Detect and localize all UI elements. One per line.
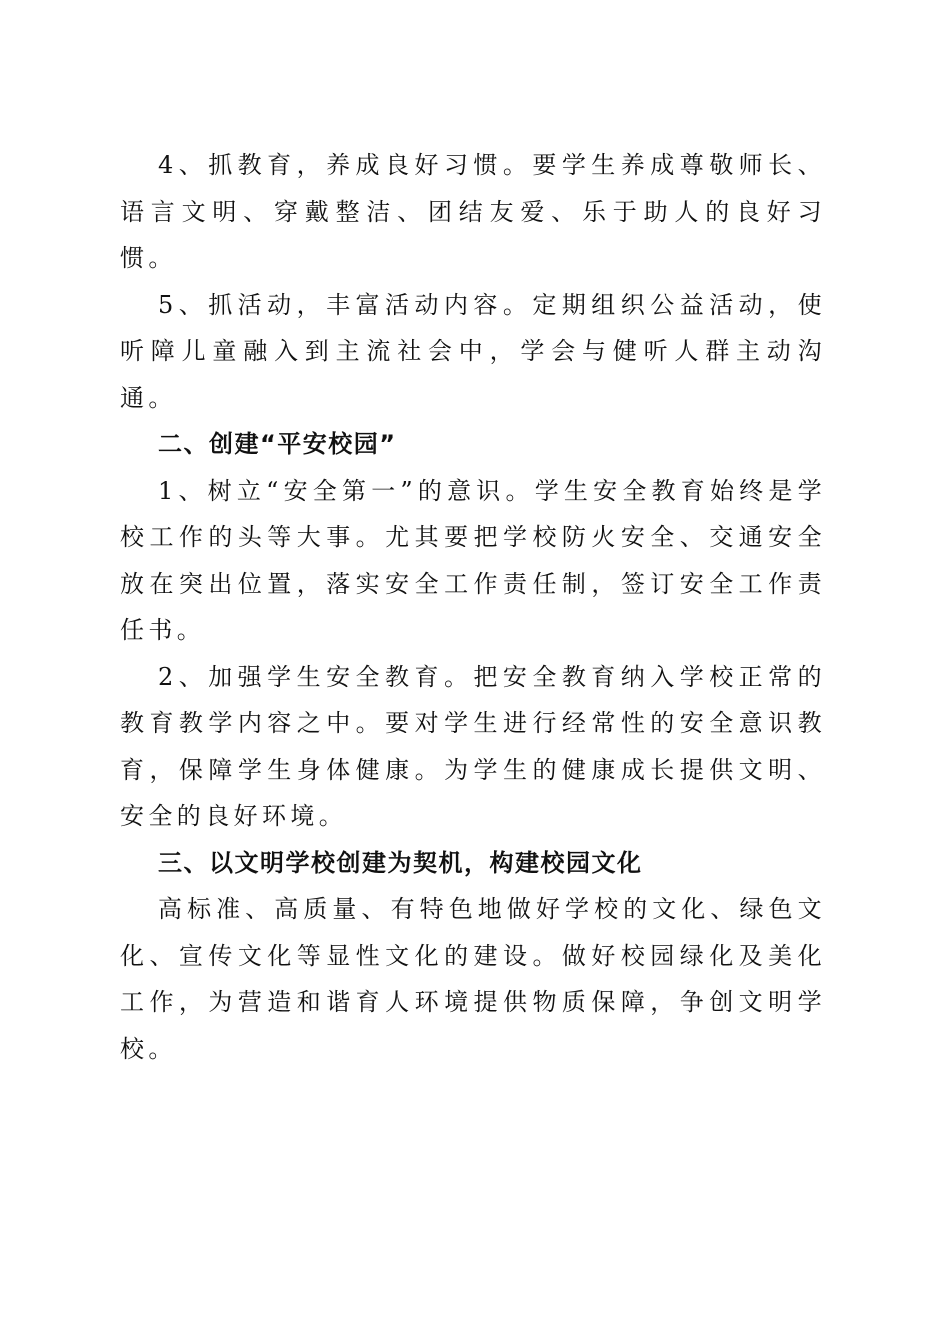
paragraph-habits: 4、抓教育，养成良好习惯。要学生养成尊敬师长、语言文明、穿戴整洁、团结友爱、乐于助人的良好习惯。 [120,151,826,272]
paragraph-campus-culture: 高标准、高质量、有特色地做好学校的文化、绿色文化、宣传文化等显性文化的建设。做好校园绿化及美化工作，为营造和谐育人环境提供物质保障，争创文明学校。 [120,895,826,1063]
paragraph-safety-education: 2、加强学生安全教育。把安全教育纳入学校正常的教育教学内容之中。要对学生进行经常性的安全意识教育，保障学生身体健康。为学生的健康成长提供文明、安全的良好环境。 [120,662,826,830]
section-heading-campus-culture: 三、以文明学校创建为契机，构建校园文化 [158,848,643,877]
section-heading-safe-campus: 二、创建“平安校园” [158,430,397,458]
paragraph-activities: 5、抓活动，丰富活动内容。定期组织公益活动，使听障儿童融入到主流社会中，学会与健听人群主动沟通。 [120,290,826,412]
paragraph-safety-awareness: 1、树立“安全第一”的意识。学生安全教育始终是学校工作的头等大事。尤其要把学校防火安全、交通安全放在突出位置，落实安全工作责任制，签订安全工作责任书。 [120,476,826,644]
document-body [120,142,826,1072]
